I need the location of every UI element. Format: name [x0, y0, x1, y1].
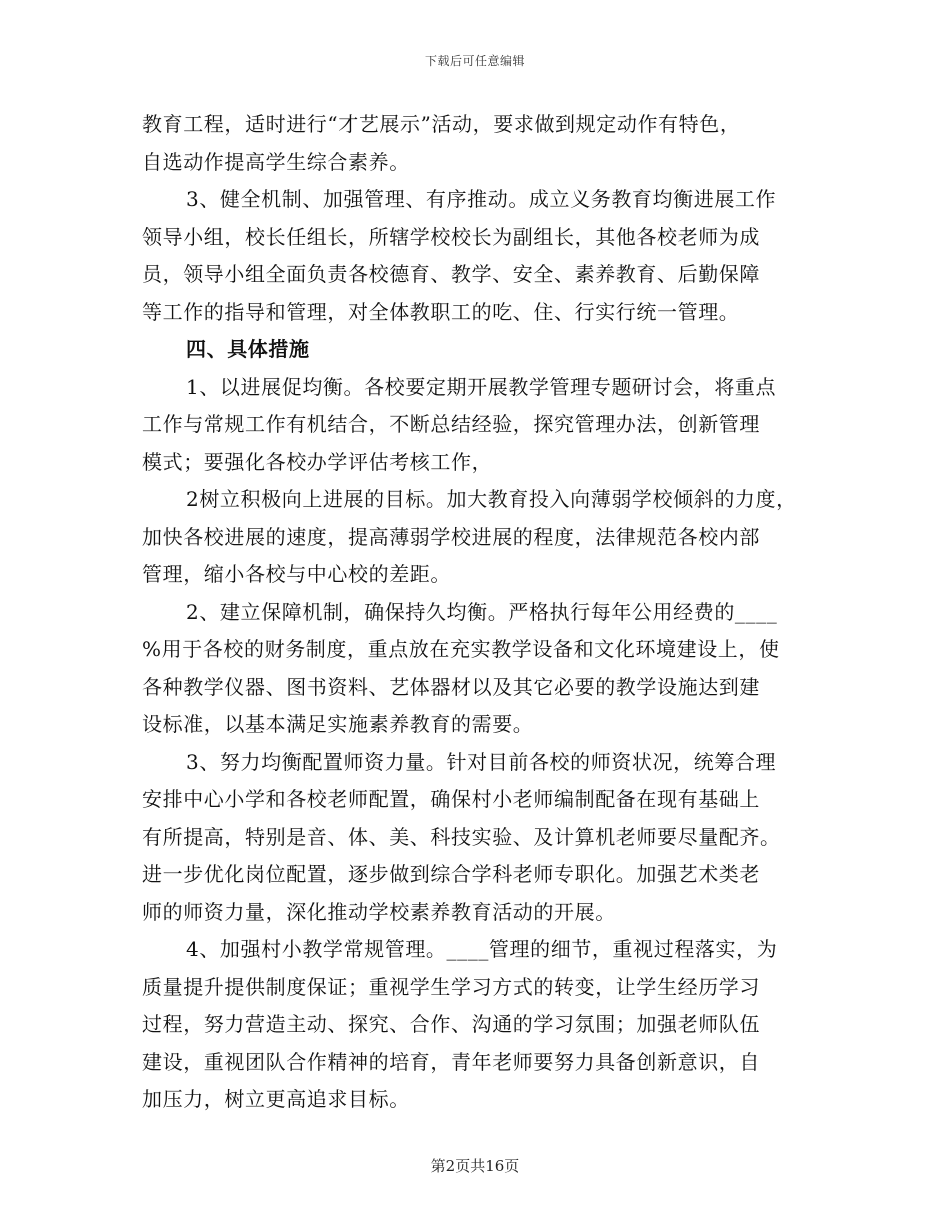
text-line: 设标准，以基本满足实施素养教育的需要。 — [142, 712, 534, 736]
text-line: 教育工程，适时进行“才艺展示”活动，要求做到规定动作有特色， — [142, 112, 741, 136]
document-body — [142, 106, 842, 1119]
text-line: 工作与常规工作有机结合，不断总结经验，探究管理办法，创新管理 — [142, 412, 760, 436]
text-line: 师的师资力量，深化推动学校素养教育活动的开展。 — [142, 899, 616, 924]
paragraph-start: 4、加强村小教学常规管理。____管理的细节，重视过程落实，为 — [186, 937, 778, 961]
page-footer: 第2页共16页 — [430, 1157, 520, 1175]
text-line: 等工作的指导和管理，对全体教职工的吃、住、行实行统一管理。 — [142, 299, 740, 324]
text-line: 加压力，树立更高追求目标。 — [142, 1087, 410, 1111]
page-header: 下载后可任意编辑 — [424, 54, 525, 68]
paragraph-start: 3、努力均衡配置师资力量。针对目前各校的师资状况，统筹合理 — [186, 749, 777, 774]
text-line: 模式；要强化各校办学评估考核工作， — [142, 449, 493, 474]
text-line: 有所提高，特别是音、体、美、科技实验、及计算机老师要尽量配齐。 — [142, 824, 781, 849]
text-line: 安排中心小学和各校老师配置，确保村小老师编制配备在现有基础上 — [142, 787, 760, 811]
text-line: 管理，缩小各校与中心校的差距。 — [142, 562, 451, 586]
paragraph-start: 2树立积极向上进展的目标。加大教育投入向薄弱学校倾斜的力度， — [186, 487, 797, 511]
paragraph-start: 3、健全机制、加强管理、有序推动。成立义务教育均衡进展工作 — [186, 187, 777, 211]
text-line: 过程，努力营造主动、探究、合作、沟通的学习氛围；加强老师队伍 — [142, 1012, 760, 1036]
paragraph-start: 1、以进展促均衡。各校要定期开展教学管理专题研讨会，将重点 — [186, 374, 777, 399]
text-line: 质量提升提供制度保证；重视学生学习方式的转变，让学生经历学习 — [142, 974, 760, 999]
text-line: 建设，重视团队合作精神的培育，青年老师要努力具备创新意识，自 — [142, 1049, 760, 1074]
paragraph-start: 2、建立保障机制，确保持久均衡。严格执行每年公用经费的____ — [186, 599, 778, 624]
text-line: 自选动作提高学生综合素养。 — [142, 149, 410, 174]
section-heading: 四、具体措施 — [186, 337, 310, 361]
text-line: 加快各校进展的速度，提高薄弱学校进展的程度，法律规范各校内部 — [142, 524, 760, 549]
text-line: 员，领导小组全面负责各校德育、教学、安全、素养教育、后勤保障 — [142, 262, 760, 286]
text-line: 进一步优化岗位配置，逐步做到综合学科老师专职化。加强艺术类老 — [142, 862, 760, 886]
text-line: 各种教学仪器、图书资料、艺体器材以及其它必要的教学设施达到建 — [142, 674, 760, 699]
text-line: %用于各校的财务制度，重点放在充实教学设备和文化环境建设上，使 — [142, 637, 780, 661]
text-line: 领导小组，校长任组长，所辖学校校长为副组长，其他各校老师为成 — [142, 224, 760, 249]
